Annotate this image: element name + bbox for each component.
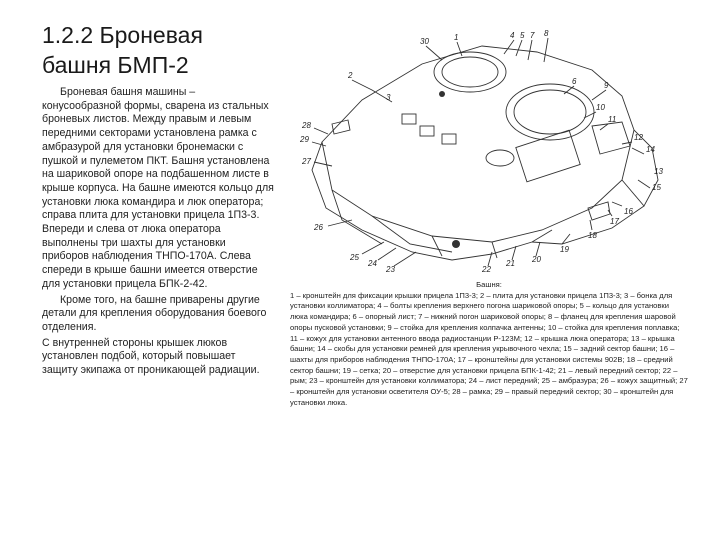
ball-support-bolt	[439, 91, 445, 97]
title-line-2: башня БМП-2	[42, 52, 189, 78]
label-6: 6	[572, 77, 577, 86]
label-5: 5	[520, 31, 525, 40]
right-bracket	[588, 202, 610, 220]
label-15: 15	[652, 183, 661, 192]
operator-hatch	[506, 84, 594, 140]
rear-cover-box	[592, 122, 630, 154]
label-17: 17	[610, 217, 619, 226]
label-9: 9	[604, 81, 609, 90]
label-29: 29	[300, 135, 309, 144]
slide-title	[42, 20, 203, 80]
label-23: 23	[386, 265, 395, 274]
periscope-shaft-2	[420, 126, 434, 136]
paragraph-2: Кроме того, на башне приварены другие детали для крепления оборудования боевого отделения.	[42, 293, 267, 333]
title-line-1: 1.2.2 Броневая	[42, 22, 203, 48]
turret-drawing	[292, 30, 698, 274]
label-24: 24	[368, 259, 377, 268]
left-bracket	[332, 120, 350, 134]
label-16: 16	[624, 207, 633, 216]
body-text	[42, 86, 274, 378]
label-1: 1	[454, 33, 459, 42]
periscope-shaft-3	[442, 134, 456, 144]
caption-text: 1 – кронштейн для фиксации крышки прицела 1П3-3; 2 – плита для установки прицела 1П3-3; 3 – бонка для установки коллиматора; 4 – болты крепления верхнего погона шариковой опоры; 5 – кольцо для установки люка командира; 6 – опорный лист; 7 – нижний погон шариковой опоры; 8 – фланец для крепления шаровой опоры пусковой установки; 9 – стойка для крепления колпачка антенны; 10 – стойка для крепления поплавка; 11 – кожух для установки антенного ввода радиостанции Р-123М; 12 – крышка люка оператора; 13 – крышка башни; 14 – скобы для установки ремней для крепления укрывочного чехла; 15 – задний сектор башни; 16 – шахты для приборов наблюдения ТНПО-170А; 17 – кронштейны для установки системы 902В; 18 – средний сектор башни; 19 – сетка; 20 – отверстие для установки прицела БПК-1-42; 21 – левый передний сектор; 22 – рым; 23 – кронштейн для установки коллиматора; 24 – лист передний; 25 – амбразура; 26 – кожух защитный; 27 – кронштейн для установки осветителя ОУ-5; 28 – рамка; 29 – правый передний сектор; 30 – кронштейн для установки люка.	[290, 290, 688, 407]
label-25: 25	[350, 253, 359, 262]
embrasure-line	[372, 216, 452, 252]
paragraph-1: Броневая башня машины – конусообразной формы, сварена из стальных броневых листов. Между правым и левым передними секторами установлена рамка с амбразурой для установки бронемаски с пушкой и пулеметом ПКТ. Башня установлена на шариковой опоре на подбашенном листе в крыше корпуса. На башне имеются кольцо для установки люка командира и люк оператора; справа плита для установки прицела 1П3-3. Впереди и слева от люка оператора выполнены три шахты для установки приборов наблюдения ТНПО-170А. Слева спереди в крыше башни имеется отверстие для установки прицела БПК-2-42.	[42, 86, 274, 290]
caption-title: Башня:	[476, 280, 502, 289]
label-20: 20	[532, 255, 541, 264]
lifting-eye	[452, 240, 460, 248]
label-21: 21	[506, 259, 515, 268]
label-4: 4	[510, 31, 515, 40]
label-26: 26	[314, 223, 323, 232]
label-10: 10	[596, 103, 605, 112]
label-3: 3	[386, 93, 391, 102]
periscope-shaft-1	[402, 114, 416, 124]
label-8: 8	[544, 30, 549, 38]
label-11: 11	[608, 115, 617, 124]
turret-drawing-svg	[292, 30, 698, 274]
label-19: 19	[560, 245, 569, 254]
label-18: 18	[588, 231, 597, 240]
paragraph-3: С внутренней стороны крышек люков установлен подбой, который повышает защиту экипажа от проникающей радиации.	[42, 336, 260, 377]
label-22: 22	[482, 265, 491, 274]
label-12: 12	[634, 133, 643, 142]
operator-hatch-inner	[514, 90, 586, 134]
sector-divider-line	[492, 242, 497, 258]
figure-caption	[290, 280, 688, 408]
sight-opening	[486, 150, 514, 166]
label-7: 7	[530, 31, 535, 40]
turret-roof-outline	[322, 46, 634, 242]
frame-line	[432, 236, 442, 256]
commander-hatch-ring	[434, 52, 506, 92]
turret-front-edge	[312, 142, 552, 260]
label-14: 14	[646, 145, 655, 154]
commander-hatch-inner	[442, 57, 498, 87]
label-13: 13	[654, 167, 663, 176]
sight-plate	[516, 130, 580, 182]
label-27: 27	[302, 157, 311, 166]
label-30: 30	[420, 37, 429, 46]
label-28: 28	[302, 121, 311, 130]
label-2: 2	[348, 71, 353, 80]
